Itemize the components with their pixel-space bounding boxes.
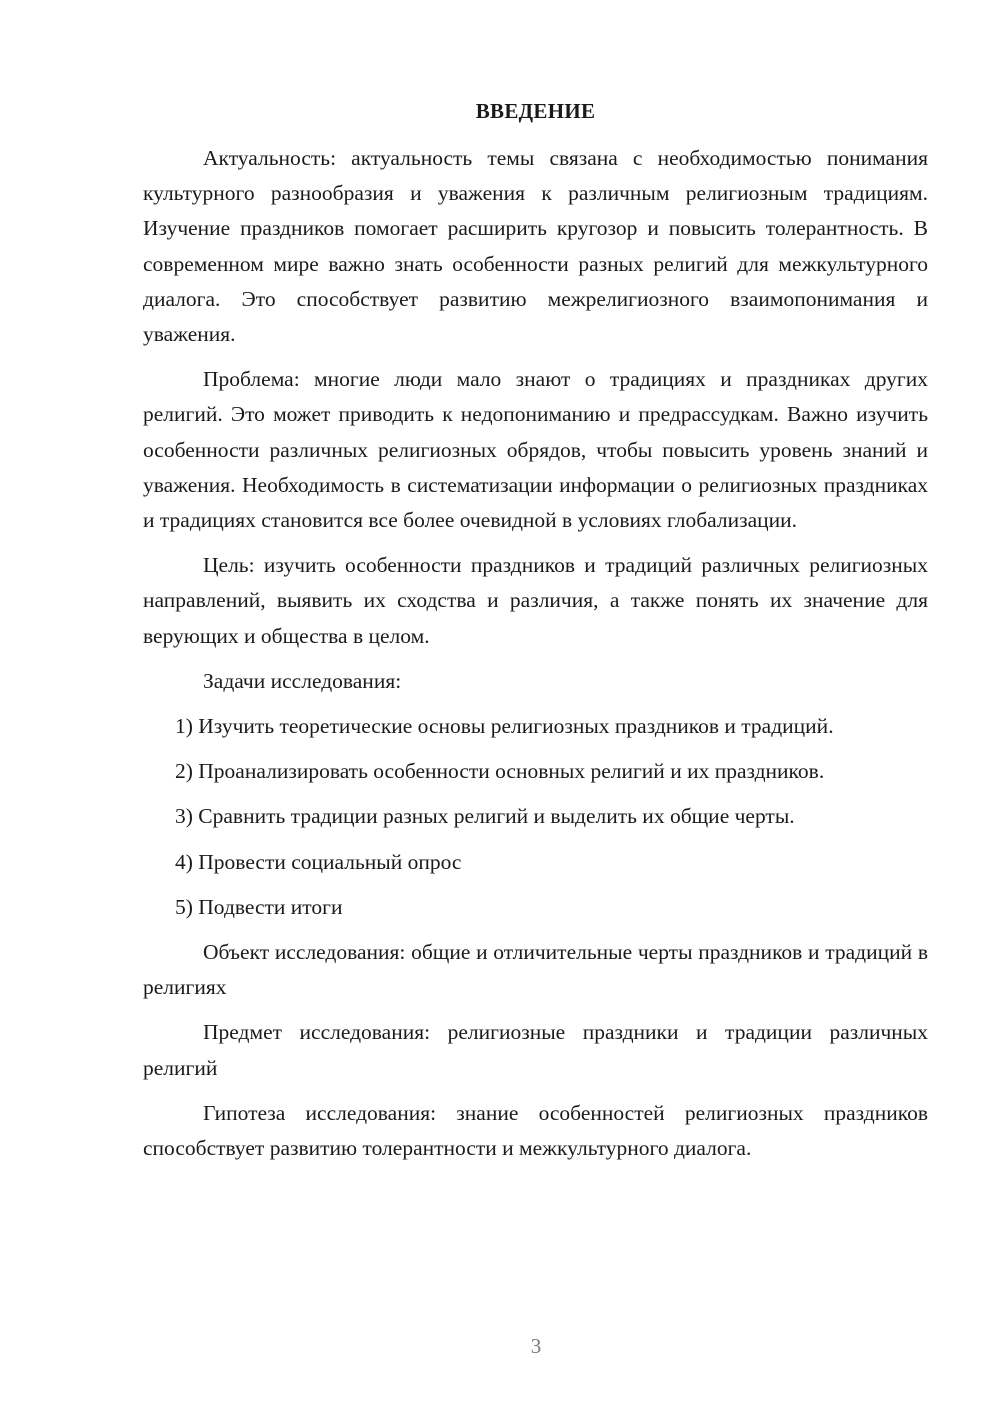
paragraph-object: Объект исследования: общие и отличительные черты праздников и традиций в религиях (143, 940, 928, 1000)
page-number: 3 (530, 1334, 542, 1358)
tasks-heading: Задачи исследования: (203, 668, 402, 693)
tasks-list (143, 709, 928, 925)
task-item-4: 4) Провести социальный опрос (175, 849, 462, 874)
document-page (143, 95, 928, 1176)
task-item-3: 3) Сравнить традиции разных религий и выделить их общие черты. (175, 804, 795, 829)
paragraph-problem: Проблема: многие люди мало знают о традициях и праздниках других религий. Это может приводить к недопониманию и предрассудкам. Важно изучить особенности различных религиозных обрядов, чтобы повысить уровень знаний и уважения. Необходимость в систематизации информации о религиозных праздниках и традициях становится все более очевидной в условиях глобализации. (143, 367, 928, 533)
section-title: ВВЕДЕНИЕ (475, 99, 596, 123)
paragraph-hypothesis: Гипотеза исследования: знание особенностей религиозных праздников способствует развитию толерантности и межкультурного диалога. (143, 1100, 928, 1161)
paragraph-goal: Цель: изучить особенности праздников и традиций различных религиозных направлений, выявить их сходства и различия, а также понять их значение для верующих и общества в целом. (143, 553, 928, 648)
task-item-1: 1) Изучить теоретические основы религиозных праздников и традиций. (175, 714, 834, 739)
task-item-2: 2) Проанализировать особенности основных религий и их праздников. (175, 759, 825, 784)
paragraph-relevance: Актуальность: актуальность темы связана с необходимостью понимания культурного разнообразия и уважения к различным религиозным традициям. Изучение праздников помогает расширить кругозор и повысить толерантность. В современном мире важно знать особенности разных религий для межкультурного диалога. Это способствует развитию межрелигиозного взаимопонимания и уважения. (143, 146, 928, 347)
paragraph-subject: Предмет исследования: религиозные праздники и традиции различных религий (143, 1020, 928, 1080)
task-item-5: 5) Подвести итоги (175, 894, 343, 919)
